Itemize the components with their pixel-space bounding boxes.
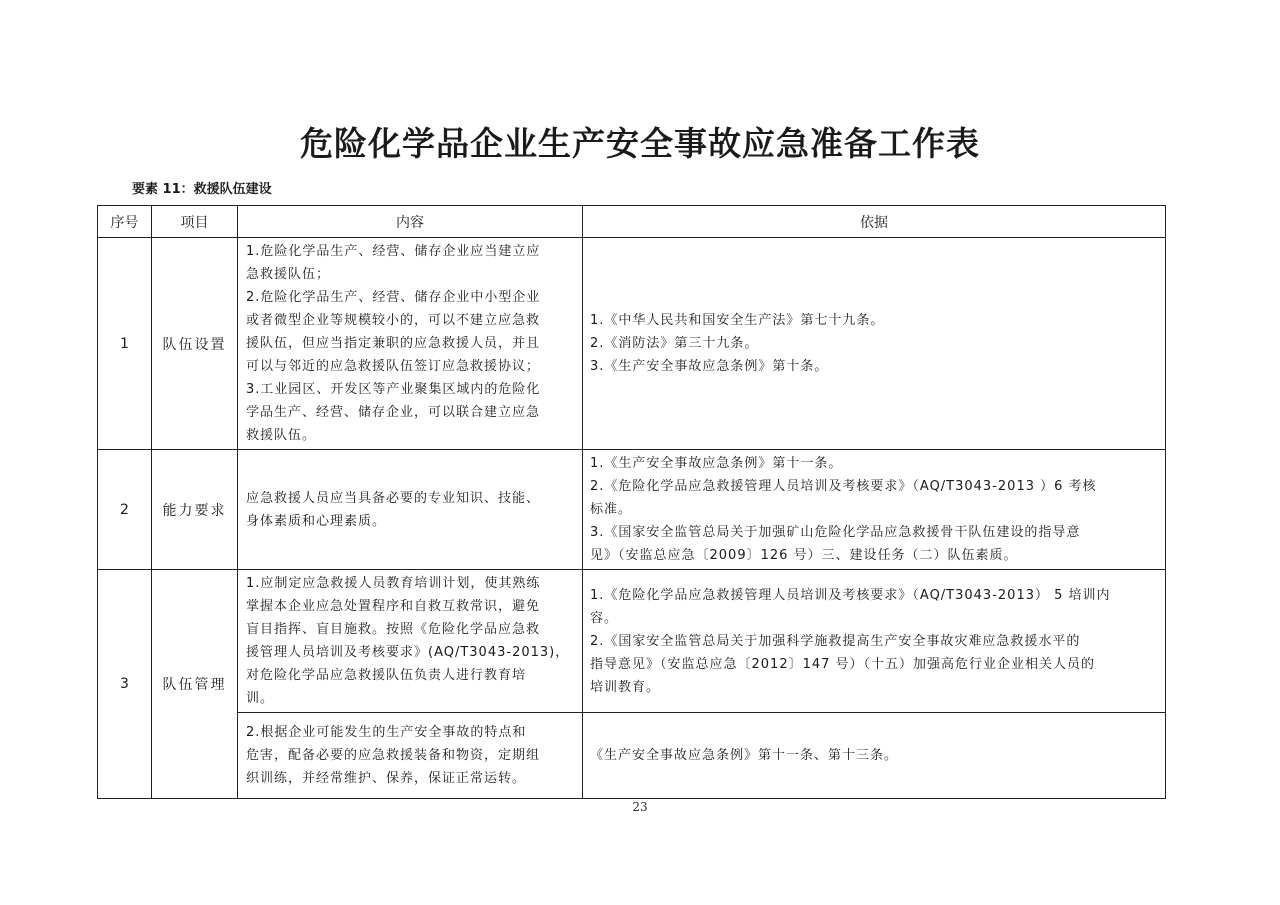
content-line: 可以与邻近的应急救援队伍签订应急救援协议； <box>246 359 541 374</box>
content-line: 身体素质和心理素质。 <box>246 513 387 529</box>
content-line: 学品生产、经营、储存企业，可以联合建立应急 <box>246 405 541 420</box>
basis-line: 1.《生产安全事故应急条例》第十一条。 <box>590 456 843 471</box>
header-seq: 序号 <box>98 206 152 238</box>
header-content: 内容 <box>238 206 583 238</box>
content-line: 3.工业园区、开发区等产业聚集区域内的危险化 <box>246 382 541 397</box>
content-line: 掌握本企业应急处置程序和自救互救常识，避免 <box>246 599 541 614</box>
row-basis-cell <box>583 238 1166 450</box>
content-line: 1.应制定应急救援人员教育培训计划，使其熟练 <box>246 576 541 591</box>
table-row-3 <box>98 570 1166 713</box>
basis-line: 指导意见》（安监总应急〔2012〕147 号）（十五）加强高危行业企业相关人员的 <box>590 656 1096 672</box>
table-row-1 <box>98 238 1166 450</box>
row-content-cell <box>238 450 583 570</box>
table-header-row <box>98 206 1166 238</box>
row-content-cell <box>238 713 583 799</box>
row-content-cell <box>238 570 583 713</box>
row-basis <box>583 742 1165 769</box>
basis-line: 2.《国家安全监管总局关于加强科学施救提高生产安全事故灾难应急救援水平的 <box>590 633 1081 649</box>
basis-line: 2.《危险化学品应急救援管理人员培训及考核要求》（AQ/T3043-2013 ）6 考核 <box>590 479 1097 494</box>
content-line: 援管理人员培训及考核要求》(AQ/T3043-2013)， <box>246 645 570 660</box>
header-item: 项目 <box>152 206 238 238</box>
table-row-2 <box>98 450 1166 570</box>
basis-line: 1.《中华人民共和国安全生产法》第七十九条。 <box>590 313 885 328</box>
content-line: 织训练，并经常维护、保养，保证正常运转。 <box>246 771 527 786</box>
content-line: 应急救援人员应当具备必要的专业知识、技能、 <box>246 490 541 506</box>
row-item: 队伍管理 <box>152 570 238 799</box>
row-content <box>238 719 582 792</box>
row-basis-cell <box>583 570 1166 713</box>
content-line: 盲目指挥、盲目施救。按照《危险化学品应急救 <box>246 622 541 637</box>
section-label: 要素 11：救援队伍建设 <box>132 182 272 197</box>
header-basis: 依据 <box>583 206 1166 238</box>
row-seq: 2 <box>98 450 152 570</box>
row-content <box>238 570 582 712</box>
basis-line: 3.《国家安全监管总局关于加强矿山危险化学品应急救援骨干队伍建设的指导意 <box>590 525 1081 540</box>
row-item: 队伍设置 <box>152 238 238 450</box>
content-line: 对危险化学品应急救援队伍负责人进行教育培 <box>246 668 527 683</box>
row-basis <box>583 307 1165 380</box>
basis-line: 2.《消防法》第三十九条。 <box>590 336 759 351</box>
row-basis-cell <box>583 713 1166 799</box>
basis-line: 培训教育。 <box>590 679 661 695</box>
basis-line: 3.《生产安全事故应急条例》第十条。 <box>590 359 829 374</box>
basis-line: 1.《危险化学品应急救援管理人员培训及考核要求》（AQ/T3043-2013） 5 培训内 <box>590 587 1111 603</box>
basis-line: 《生产安全事故应急条例》第十一条、第十三条。 <box>590 748 899 763</box>
page-number: 23 <box>632 800 648 814</box>
table-row-3b <box>98 713 1166 799</box>
row-item: 能力要求 <box>152 450 238 570</box>
basis-line: 标准。 <box>590 502 633 517</box>
row-seq: 3 <box>98 570 152 799</box>
content-line: 2.根据企业可能发生的生产安全事故的特点和 <box>246 725 527 740</box>
row-basis <box>583 582 1165 701</box>
page-title: 危险化学品企业生产安全事故应急准备工作表 <box>300 124 980 163</box>
basis-line: 见》（安监总应急〔2009〕126 号）三、建设任务（二）队伍素质。 <box>590 548 1018 563</box>
content-line: 援队伍，但应当指定兼职的应急救援人员，并且 <box>246 336 541 351</box>
row-basis-cell <box>583 450 1166 570</box>
content-line: 救援队伍。 <box>246 428 317 443</box>
row-basis <box>583 450 1165 569</box>
row-content <box>238 238 582 449</box>
row-content <box>238 485 582 535</box>
content-line: 训。 <box>246 691 275 706</box>
content-line: 1.危险化学品生产、经营、储存企业应当建立应 <box>246 244 541 259</box>
row-seq: 1 <box>98 238 152 450</box>
emergency-work-table <box>97 205 1166 799</box>
basis-line: 容。 <box>590 610 619 626</box>
content-line: 或者微型企业等规模较小的，可以不建立应急救 <box>246 313 541 328</box>
content-line: 2.危险化学品生产、经营、储存企业中小型企业 <box>246 290 541 305</box>
content-line: 危害，配备必要的应急救援装备和物资，定期组 <box>246 748 541 763</box>
content-line: 急救援队伍； <box>246 267 331 282</box>
row-content-cell <box>238 238 583 450</box>
